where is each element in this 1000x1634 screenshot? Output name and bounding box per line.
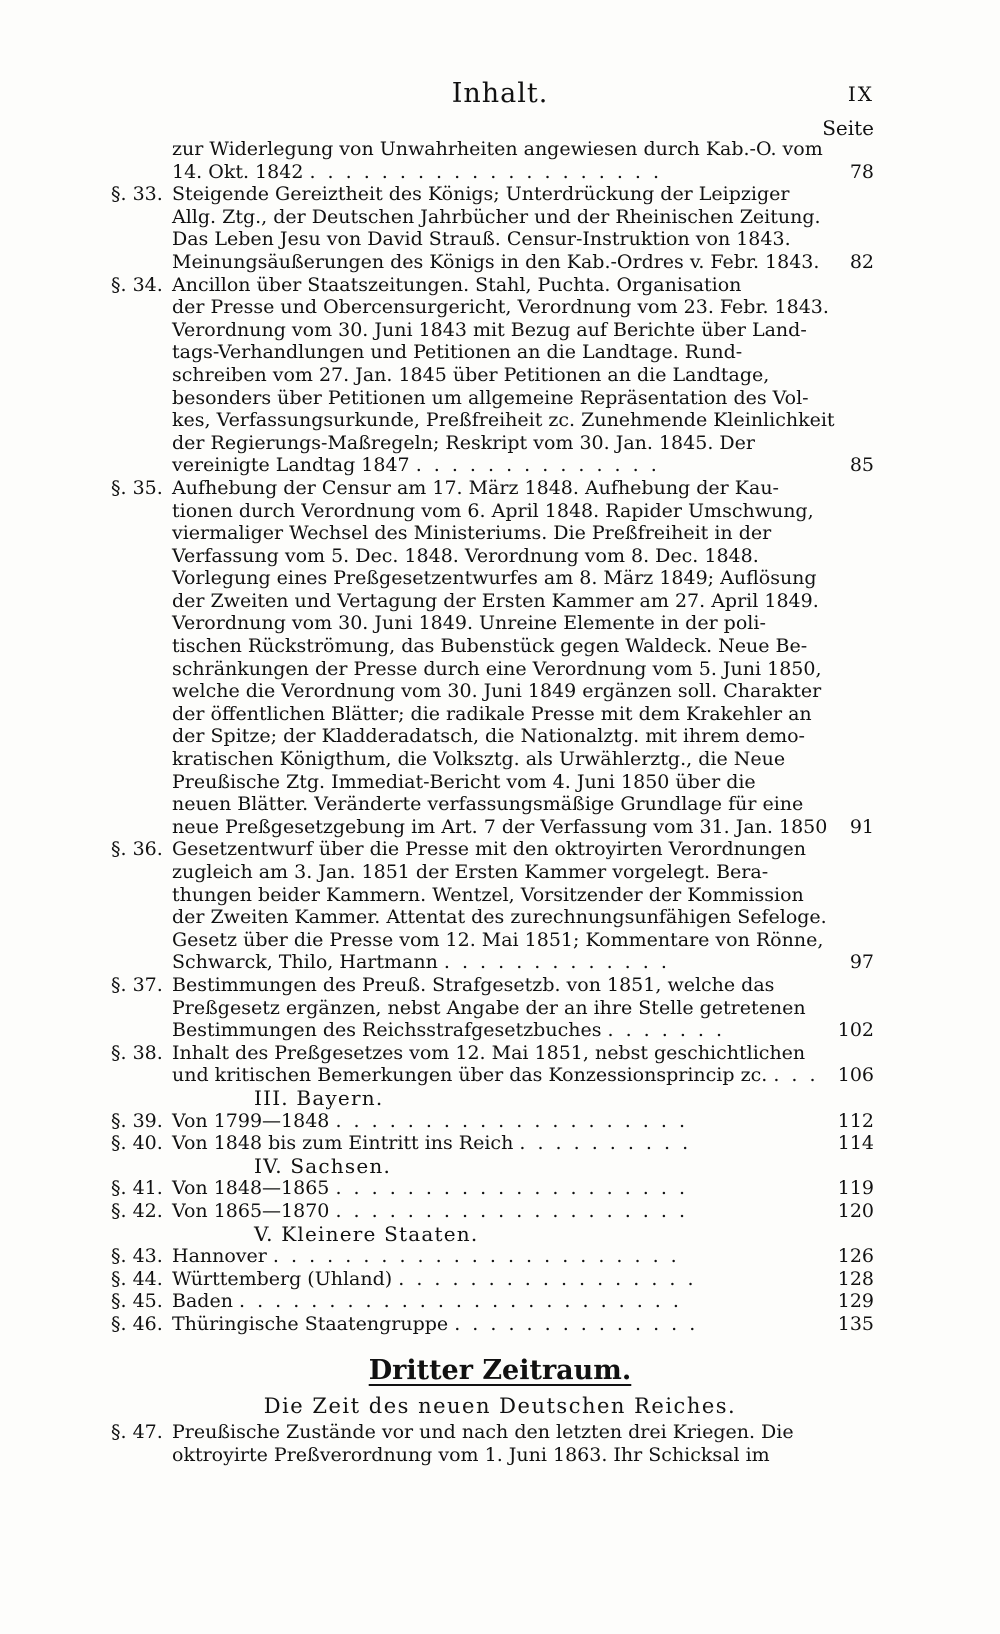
leader-dots: . . . . . . . . . . . . . . . . . . . . <box>335 1199 688 1222</box>
entry-page-number: 114 <box>837 1132 874 1155</box>
section-number: §. 35. <box>111 476 163 499</box>
entry-text: Bestimmungen des Preuß. Strafgesetzb. von 1851, welche das <box>172 973 775 996</box>
toc-line <box>0 161 1000 184</box>
toc-line <box>0 1042 1000 1065</box>
entry-text: Von 1848—1865 . . . . . . . . . . . . . . . . . . . . <box>172 1177 688 1200</box>
entry-text: und kritischen Bemerkungen über das Konzessionsprincip zc. . . . <box>172 1064 819 1087</box>
entry-text: Ancillon über Staatszeitungen. Stahl, Puchta. Organisation <box>172 273 742 296</box>
section-number: §. 41. <box>111 1177 163 1200</box>
entry-text: oktroyirte Preßverordnung vom 1. Juni 1863. Ihr Schicksal im <box>172 1444 770 1467</box>
leader-dots: . . . . . . . . . . . . . . . . . . . . <box>335 1177 688 1200</box>
toc-line <box>0 206 1000 229</box>
entry-text: tischen Rückströmung, das Bubenstück gegen Waldeck. Neue Be- <box>172 635 808 658</box>
period-subtitle: Die Zeit des neuen Deutschen Reiches. <box>263 1394 737 1419</box>
entry-text: Preßgesetz ergänzen, nebst Angabe der an ihre Stelle getretenen <box>172 996 806 1019</box>
entry-text: kratischen Königthum, die Volksztg. als Urwählerztg., die Neue <box>172 748 786 771</box>
toc-line <box>0 1132 1000 1155</box>
entry-text: Von 1848 bis zum Eintritt ins Reich . . . . . . . . . . <box>172 1132 692 1155</box>
period-heading <box>0 1351 1000 1391</box>
toc-subheading <box>0 1223 1000 1246</box>
entry-text: Preußische Zustände vor und nach den letzten drei Kriegen. Die <box>172 1421 794 1444</box>
entry-text: Gesetzentwurf über die Presse mit den oktroyirten Verordnungen <box>172 838 806 861</box>
entry-text: besonders über Petitionen um allgemeine Repräsentation des Vol- <box>172 386 809 409</box>
entry-text: zur Widerlegung von Unwahrheiten angewiesen durch Kab.-O. vom <box>172 138 823 160</box>
entry-text: Von 1799—1848 . . . . . . . . . . . . . . . . . . . . <box>172 1109 688 1132</box>
page-title: Inhalt. <box>451 78 549 109</box>
toc-line <box>0 251 1000 274</box>
toc-line <box>0 387 1000 410</box>
entry-text: 14. Okt. 1842 . . . . . . . . . . . . . . . . . . . . <box>172 160 663 183</box>
entry-text: V. Kleinere Staaten. <box>254 1221 479 1246</box>
toc-line <box>0 748 1000 771</box>
leader-dots: . . . <box>773 1064 819 1087</box>
toc-line <box>0 1019 1000 1042</box>
toc-line <box>0 319 1000 342</box>
section-number: §. 33. <box>111 183 163 206</box>
toc-line <box>0 771 1000 794</box>
section-number: §. 47. <box>111 1421 163 1444</box>
entry-text: Steigende Gereiztheit des Königs; Unterdrückung der Leipziger <box>172 183 790 206</box>
entry-text: tionen durch Verordnung vom 6. April 1848. Rapider Umschwung, <box>172 499 814 522</box>
entry-text: Baden . . . . . . . . . . . . . . . . . . . . . . . . . <box>172 1290 682 1313</box>
toc-line <box>0 432 1000 455</box>
running-header <box>0 78 1000 110</box>
entry-text: Gesetz über die Presse vom 12. Mai 1851; Kommentare von Rönne, <box>172 928 824 951</box>
toc-line <box>0 612 1000 635</box>
leader-dots: . . . . . . . . . . . . . . . . . . . . . . . . . <box>238 1290 682 1313</box>
entry-text: der Regierungs-Maßregeln; Reskript vom 30. Jan. 1845. Der <box>172 431 755 454</box>
entry-page-number: 82 <box>849 250 874 273</box>
toc-line <box>0 1290 1000 1313</box>
toc-line <box>0 1268 1000 1291</box>
section-number: §. 37. <box>111 973 163 996</box>
entry-text: Verordnung vom 30. Juni 1849. Unreine Elemente in der poli- <box>172 612 766 635</box>
entry-text: IV. Sachsen. <box>254 1153 392 1178</box>
toc-line <box>0 1064 1000 1087</box>
toc-line <box>0 1110 1000 1133</box>
toc-line <box>0 929 1000 952</box>
entry-text: zugleich am 3. Jan. 1851 der Ersten Kammer vorgelegt. Bera- <box>172 861 769 883</box>
toc-line <box>0 409 1000 432</box>
toc-line <box>0 951 1000 974</box>
entry-page-number: 85 <box>849 454 874 477</box>
page-number: IX <box>847 82 874 106</box>
entry-page-number: 97 <box>849 951 874 974</box>
entry-text: neuen Blätter. Veränderte verfassungsmäßige Grundlage für eine <box>172 793 804 816</box>
toc-line <box>0 454 1000 477</box>
toc-line <box>0 590 1000 613</box>
entry-text: Verfassung vom 5. Dec. 1848. Verordnung vom 8. Dec. 1848. <box>172 544 759 567</box>
section-number: §. 36. <box>111 838 163 861</box>
entry-text: Bestimmungen des Reichsstrafgesetzbuches . . . . . . . <box>172 1019 726 1042</box>
toc-subheading <box>0 1155 1000 1178</box>
leader-dots: . . . . . . . . . . . . . . <box>415 454 660 477</box>
entry-text: III. Bayern. <box>254 1085 384 1110</box>
entry-text: der Spitze; der Kladderadatsch, die Nationalztg. mit ihrem demo- <box>172 725 805 748</box>
entry-text: viermaliger Wechsel des Ministeriums. Die Preßfreiheit in der <box>172 522 772 545</box>
section-number: §. 40. <box>111 1132 163 1155</box>
toc-line <box>0 725 1000 748</box>
toc-line <box>0 635 1000 658</box>
toc-line <box>0 1245 1000 1268</box>
entry-page-number: 78 <box>849 160 874 183</box>
toc-line <box>0 183 1000 206</box>
toc-line <box>0 274 1000 297</box>
entry-page-number: 106 <box>837 1064 874 1087</box>
entry-text: der öffentlichen Blätter; die radikale Presse mit dem Krakehler an <box>172 702 812 725</box>
entry-text: Meinungsäußerungen des Königs in den Kab.-Ordres v. Febr. 1843. <box>172 250 820 273</box>
entry-text: der Zweiten Kammer. Attentat des zurechnungsunfähigen Sefeloge. <box>172 906 827 929</box>
entry-text: neue Preßgesetzgebung im Art. 7 der Verfassung vom 31. Jan. 1850 <box>172 815 828 838</box>
leader-dots: . . . . . . . . . . . . . . . . . . . . <box>309 160 663 183</box>
entry-text: der Presse und Obercensurgericht, Verordnung vom 23. Febr. 1843. <box>172 296 829 319</box>
toc-line <box>0 477 1000 500</box>
leader-dots: . . . . . . . . . . . . . . . . . . . . <box>335 1109 688 1132</box>
entry-text: Verordnung vom 30. Juni 1843 mit Bezug auf Berichte über Land- <box>172 318 807 341</box>
toc-line <box>0 658 1000 681</box>
toc-line <box>0 1313 1000 1336</box>
entry-text: tags-Verhandlungen und Petitionen an die Landtage. Rund- <box>172 341 743 364</box>
entry-page-number: 129 <box>837 1290 874 1313</box>
section-number: §. 34. <box>111 273 163 296</box>
section-number: §. 38. <box>111 1041 163 1064</box>
leader-dots: . . . . . . . . . . . . . . . . . . . . . . . <box>272 1245 680 1268</box>
toc-line <box>0 974 1000 997</box>
toc-line <box>0 838 1000 861</box>
entry-text: welche die Verordnung vom 30. Juni 1849 ergänzen soll. Charakter <box>172 680 822 703</box>
entry-page-number: 128 <box>837 1267 874 1290</box>
entry-page-number: 135 <box>837 1312 874 1335</box>
period-heading-text: Dritter Zeitraum. <box>368 1355 632 1387</box>
toc-line <box>0 816 1000 839</box>
leader-dots: . . . . . . . . . . <box>519 1132 692 1155</box>
entry-text: vereinigte Landtag 1847 . . . . . . . . . . . . . . <box>172 454 660 477</box>
entry-text: Thüringische Staatengruppe . . . . . . . . . . . . . . <box>172 1312 699 1335</box>
toc-line <box>0 567 1000 590</box>
toc-line <box>0 1177 1000 1200</box>
entry-text: schreiben vom 27. Jan. 1845 über Petitionen an die Landtage, <box>172 363 770 386</box>
entry-text: Schwarck, Thilo, Hartmann . . . . . . . . . . . . . <box>172 951 670 974</box>
toc-line <box>0 703 1000 726</box>
entry-page-number: 91 <box>849 815 874 838</box>
entry-page-number: 102 <box>837 1019 874 1042</box>
entry-page-number: 112 <box>837 1109 874 1132</box>
table-of-contents <box>0 138 1000 1467</box>
toc-line <box>0 296 1000 319</box>
entry-text: schränkungen der Presse durch eine Verordnung vom 5. Juni 1850, <box>172 657 822 680</box>
entry-text: Württemberg (Uhland) . . . . . . . . . . . . . . . . . <box>172 1267 697 1290</box>
entry-text: thungen beider Kammern. Wentzel, Vorsitzender der Kommission <box>172 883 804 906</box>
entry-page-number: 120 <box>837 1199 874 1222</box>
toc-line <box>0 906 1000 929</box>
entry-page-number: 126 <box>837 1245 874 1268</box>
toc-line <box>0 341 1000 364</box>
toc-line <box>0 680 1000 703</box>
section-number: §. 46. <box>111 1312 163 1335</box>
toc-subheading <box>0 1087 1000 1110</box>
toc-line <box>0 1444 1000 1467</box>
entry-text: Hannover . . . . . . . . . . . . . . . . . . . . . . . <box>172 1245 680 1268</box>
entry-text: Aufhebung der Censur am 17. März 1848. Aufhebung der Kau- <box>172 476 779 499</box>
toc-line <box>0 500 1000 523</box>
toc-line <box>0 997 1000 1020</box>
entry-text: Vorlegung eines Preßgesetzentwurfes am 8. März 1849; Auflösung <box>172 567 817 590</box>
toc-line <box>0 545 1000 568</box>
page-column-label: Seite <box>822 116 874 140</box>
toc-line <box>0 861 1000 884</box>
entry-text: Inhalt des Preßgesetzes vom 12. Mai 1851, nebst geschichtlichen <box>172 1041 806 1064</box>
leader-dots: . . . . . . . . . . . . . . <box>454 1312 699 1335</box>
entry-text: Das Leben Jesu von David Strauß. Censur-Instruktion von 1843. <box>172 228 791 251</box>
leader-dots: . . . . . . . <box>607 1019 726 1042</box>
entry-text: Allg. Ztg., der Deutschen Jahrbücher und der Rheinischen Zeitung. <box>172 205 821 228</box>
leader-dots: . . . . . . . . . . . . . . . . . <box>398 1267 697 1290</box>
toc-line <box>0 1421 1000 1444</box>
entry-text: Von 1865—1870 . . . . . . . . . . . . . . . . . . . . <box>172 1199 688 1222</box>
entry-text: Preußische Ztg. Immediat-Bericht vom 4. Juni 1850 über die <box>172 770 756 793</box>
toc-line <box>0 364 1000 387</box>
section-number: §. 44. <box>111 1267 163 1290</box>
section-number: §. 43. <box>111 1245 163 1268</box>
toc-line <box>0 793 1000 816</box>
toc-line <box>0 1200 1000 1223</box>
entry-text: kes, Verfassungsurkunde, Preßfreiheit zc. Zunehmende Kleinlichkeit <box>172 409 835 432</box>
section-number: §. 39. <box>111 1109 163 1132</box>
entry-page-number: 119 <box>837 1177 874 1200</box>
toc-line <box>0 884 1000 907</box>
toc-line <box>0 228 1000 251</box>
leader-dots: . . . . . . . . . . . . . <box>443 951 670 974</box>
toc-line <box>0 138 1000 161</box>
section-number: §. 42. <box>111 1199 163 1222</box>
section-number: §. 45. <box>111 1290 163 1313</box>
entry-text: der Zweiten und Vertagung der Ersten Kammer am 27. April 1849. <box>172 589 819 612</box>
toc-line <box>0 522 1000 545</box>
